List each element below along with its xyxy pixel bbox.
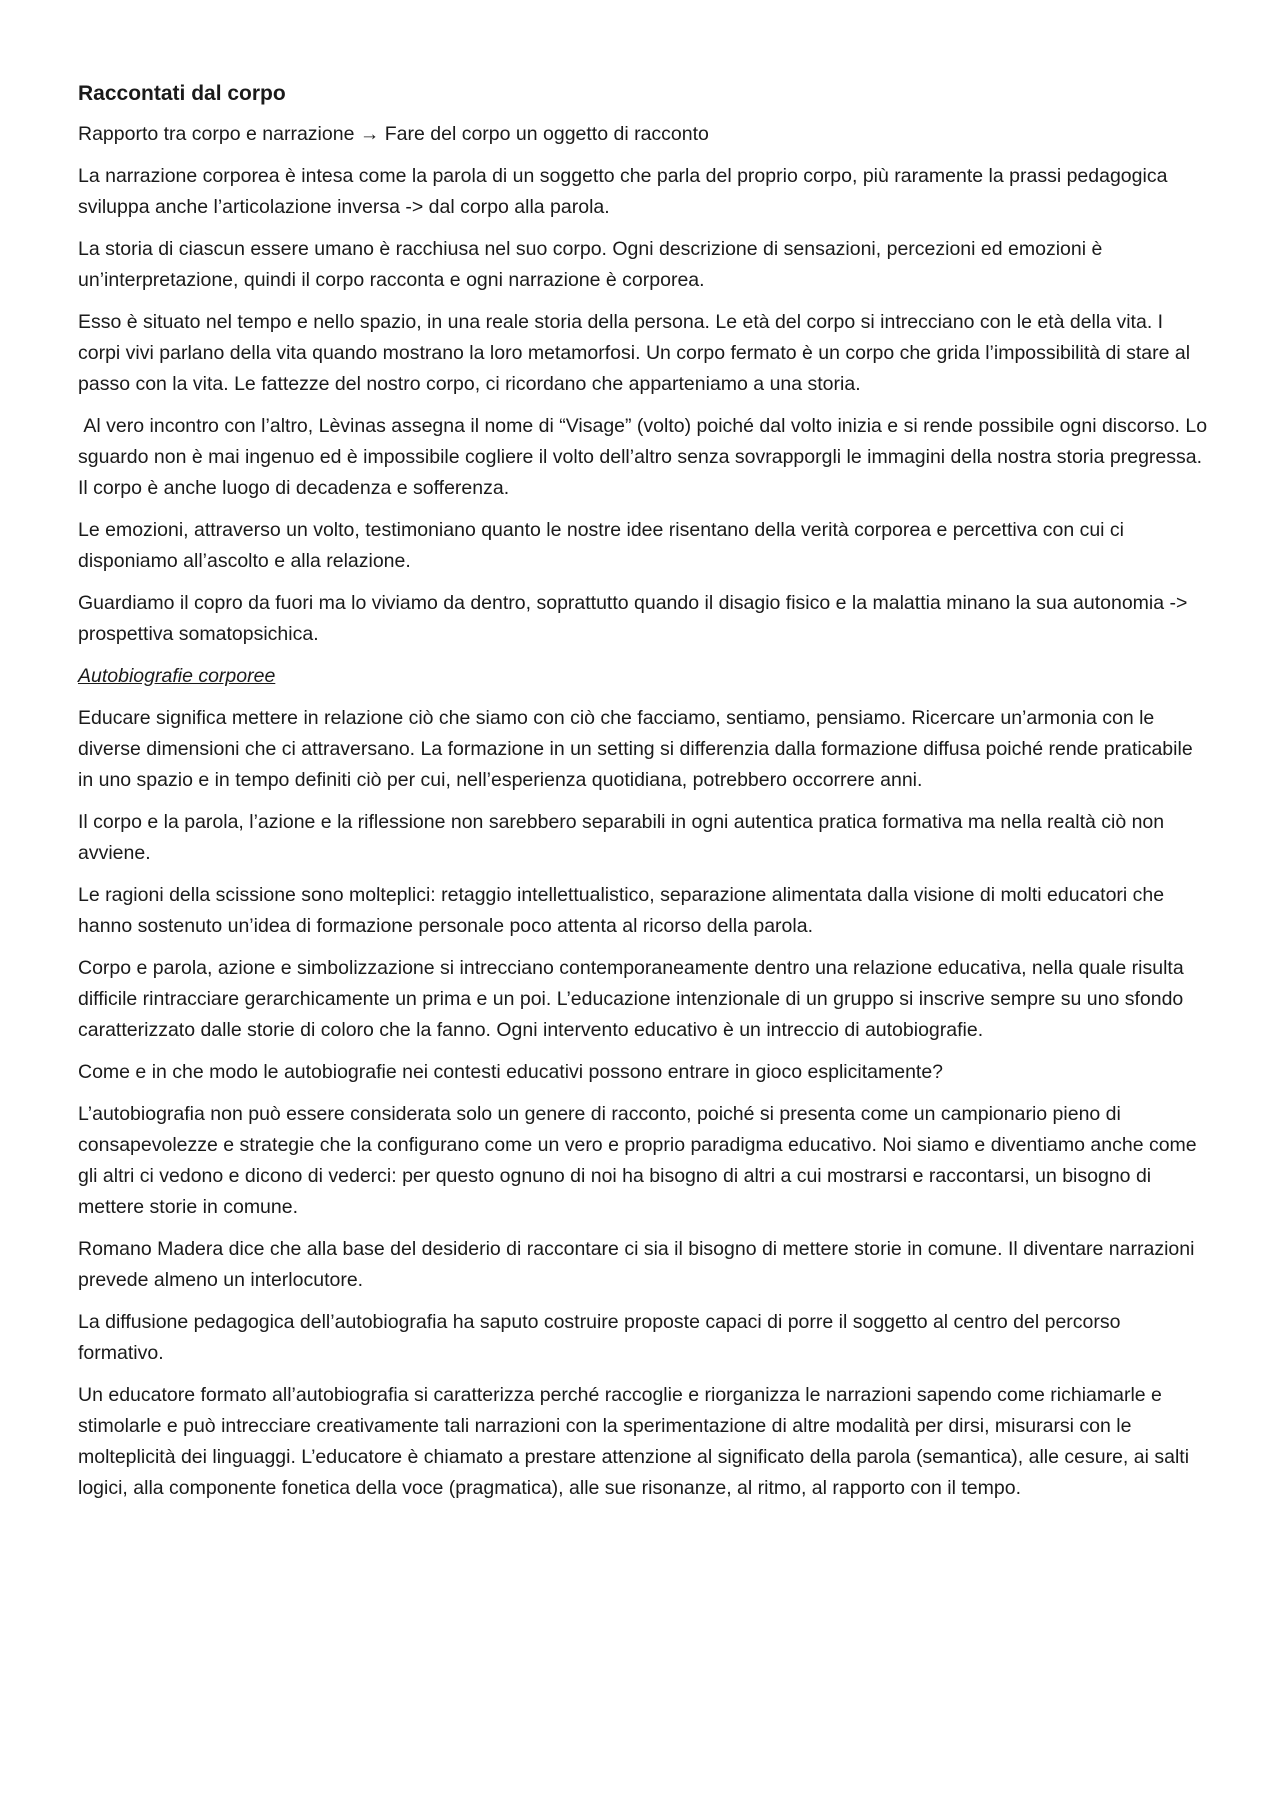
paragraph: L’autobiografia non può essere considerata solo un genere di racconto, poiché si presenta come un campionario pieno di consapevolezze e strategie che la configurano come un vero e proprio paradigma educativo. Noi siamo e diventiamo anche come gli altri ci vedono e dicono di vederci: per questo ognuno di noi ha bisogno di altri a cui mostrarsi e raccontarsi, un bisogno di mettere storie in comune. — [78, 1103, 1197, 1218]
paragraph: Esso è situato nel tempo e nello spazio, in una reale storia della persona. Le età del corpo si intrecciano con le età della vita. I corpi vivi parlano della vita quando mostrano la loro metamorfosi. Un corpo fermato è un corpo che grida l’impossibilità di stare al passo con la vita. Le fattezze del nostro corpo, ci ricordano che apparteniamo a una storia. — [78, 311, 1191, 395]
paragraph: Romano Madera dice che alla base del desiderio di raccontare ci sia il bisogno di mettere storie in comune. Il diventare narrazioni prevede almeno un interlocutore. — [78, 1238, 1195, 1291]
document-title: Raccontati dal corpo — [78, 82, 286, 105]
paragraph: Al vero incontro con l’altro, Lèvinas assegna il nome di “Visage” (volto) poiché dal volto inizia e si rende possibile ogni discorso. Lo sguardo non è mai ingenuo ed è impossibile cogliere il volto dell’altro senza sovrapporgli le immagini della nostra storia pregressa. Il corpo è anche luogo di decadenza e sofferenza. — [78, 415, 1213, 499]
document-page — [78, 78, 1213, 1515]
paragraph: Le emozioni, attraverso un volto, testimoniano quanto le nostre idee risentano della verità corporea e percettiva con cui ci disponiamo all’ascolto e alla relazione. — [78, 519, 1125, 572]
paragraph: La storia di ciascun essere umano è racchiusa nel suo corpo. Ogni descrizione di sensazioni, percezioni ed emozioni è un’interpretazione, quindi il corpo racconta e ogni narrazione è corporea. — [78, 238, 1103, 291]
paragraph: Le ragioni della scissione sono molteplici: retaggio intellettualistico, separazione alimentata dalla visione di molti educatori che hanno sostenuto un’idea di formazione personale poco attenta al ricorso della parola. — [78, 884, 1165, 937]
section-subheading: Autobiografie corporee — [78, 665, 276, 687]
paragraph: Come e in che modo le autobiografie nei contesti educativi possono entrare in gioco esplicitamente? — [78, 1061, 944, 1083]
paragraph: Un educatore formato all’autobiografia si caratterizza perché raccoglie e riorganizza le narrazioni sapendo come richiamarle e stimolarle e può intrecciare creativamente tali narrazioni con la sperimentazione di altre modalità per dirsi, misurarsi con le molteplicità dei linguaggi. L’educatore è chiamato a prestare attenzione al significato della parola (semantica), alle cesure, ai salti logici, alla componente fonetica della voce (pragmatica), alle sue risonanze, al ritmo, al rapporto con il tempo. — [78, 1384, 1190, 1499]
paragraph: Il corpo e la parola, l’azione e la riflessione non sarebbero separabili in ogni autentica pratica formativa ma nella realtà ciò non avviene. — [78, 811, 1165, 864]
paragraph: Corpo e parola, azione e simbolizzazione si intrecciano contemporaneamente dentro una relazione educativa, nella quale risulta difficile rintracciare gerarchicamente un prima e un poi. L’educazione intenzionale di un gruppo si inscrive sempre su uno sfondo caratterizzato dalle storie di coloro che la fanno. Ogni intervento educativo è un intreccio di autobiografie. — [78, 957, 1184, 1041]
paragraph: La diffusione pedagogica dell’autobiografia ha saputo costruire proposte capaci di porre il soggetto al centro del percorso formativo. — [78, 1311, 1121, 1364]
paragraph: Guardiamo il copro da fuori ma lo viviamo da dentro, soprattutto quando il disagio fisico e la malattia minano la sua autonomia -> prospettiva somatopsichica. — [78, 592, 1188, 645]
paragraph: Educare significa mettere in relazione ciò che siamo con ciò che facciamo, sentiamo, pensiamo. Ricercare un’armonia con le diverse dimensioni che ci attraversano. La formazione in un setting si differenzia dalla formazione diffusa poiché rende praticabile in uno spazio e in tempo definiti ciò per cui, nell’esperienza quotidiana, potrebbero occorrere anni. — [78, 707, 1193, 791]
paragraph: Rapporto tra corpo e narrazione → Fare del corpo un oggetto di racconto — [78, 123, 709, 145]
paragraph: La narrazione corporea è intesa come la parola di un soggetto che parla del proprio corpo, più raramente la prassi pedagogica sviluppa anche l’articolazione inversa -> dal corpo alla parola. — [78, 165, 1168, 218]
